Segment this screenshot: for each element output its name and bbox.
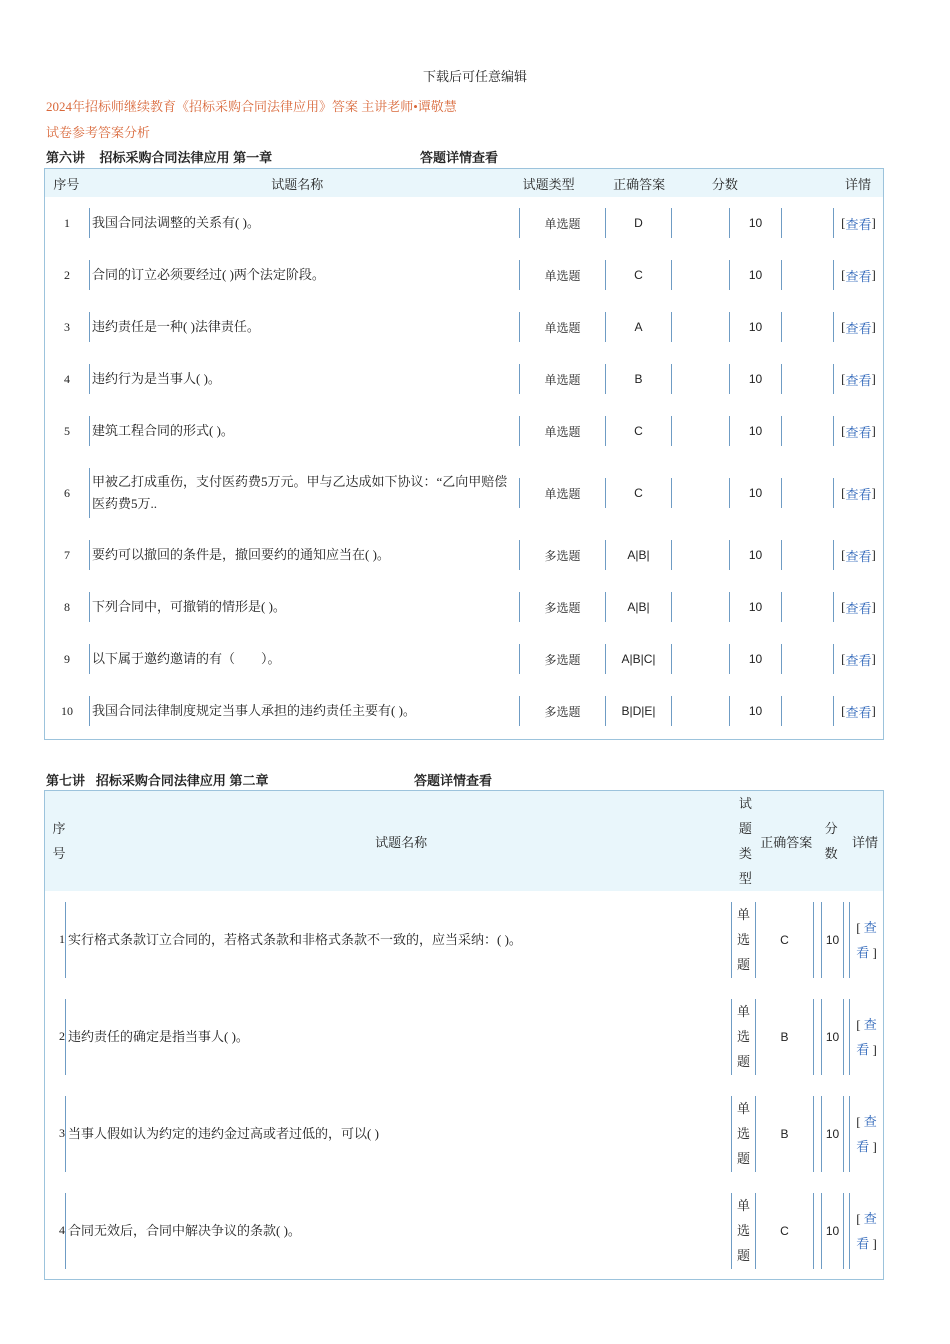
header-no: 序 号 [52,821,66,861]
bracket-open: [ [841,267,846,282]
view-link[interactable]: 查看 [845,704,872,720]
correct-answer: C [755,1193,813,1269]
detail-cell [833,540,883,570]
bracket-close: ] [869,1041,877,1057]
type-char: 单 [736,907,750,922]
detail-line [856,1037,877,1062]
view-link[interactable]: 查看 [845,486,872,502]
question-name: 合同的订立必须要经过( )两个法定阶段。 [89,260,519,290]
document-subtitle: 试卷参考答案分析 [46,125,151,140]
document-title: 2024年招标师继续教育《招标采购合同法律应用》答案 主讲老师•谭敬慧 [46,99,457,114]
row-no: 7 [64,547,70,562]
header-name: 试题名称 [375,834,428,850]
detail-cell [833,312,883,342]
score-spacer [781,540,833,570]
answer-spacer [671,208,729,238]
correct-answer: B|D|E| [605,696,671,726]
answer-spacer [671,478,729,508]
score-spacer [781,478,833,508]
section2-name: 招标采购合同法律应用 第二章 [95,773,269,788]
question-name: 我国合同法调整的关系有( )。 [89,208,519,238]
question-type: 单选题 [519,364,605,394]
section1-rows [45,197,883,737]
section2-rows [45,891,883,1279]
header-score: 分数 [711,176,738,192]
bracket-open: [ [841,423,846,438]
section1-lecture: 第六讲 [46,150,86,165]
detail-cell [833,364,883,394]
bracket-close: ] [869,944,877,960]
answer-spacer [813,1193,821,1269]
table-row [45,529,883,581]
score: 10 [821,902,843,978]
bracket-close: ] [871,599,876,614]
bracket-open: [ [841,371,846,386]
question-type [731,1096,755,1172]
question-type: 单选题 [519,416,605,446]
table-row [45,1085,883,1182]
bracket-close: ] [871,319,876,334]
detail-cell [833,416,883,446]
answer-spacer [671,416,729,446]
correct-answer: C [755,902,813,978]
type-char: 题 [736,957,750,972]
table-row [45,1182,883,1279]
view-link[interactable]: 查 [863,919,877,935]
type-char: 选 [736,1126,750,1141]
question-name: 实行格式条款订立合同的，若格式条款和非格式条款不一致的，应当采纳：( )。 [65,902,731,978]
section2-lecture: 第七讲 [46,773,86,788]
bracket-close: ] [871,371,876,386]
question-type: 多选题 [519,540,605,570]
score-spacer [781,416,833,446]
bracket-open: [ [841,703,846,718]
view-link[interactable]: 查看 [845,268,872,284]
row-no: 4 [59,1223,65,1237]
detail-line [856,915,877,940]
question-name: 合同无效后，合同中解决争议的条款( )。 [65,1193,731,1269]
header-type: 试 题 类 型 [738,796,752,886]
detail-cell [833,478,883,508]
question-name: 违约责任的确定是指当事人( )。 [65,999,731,1075]
view-link[interactable]: 看 [856,1041,870,1057]
score-spacer [781,696,833,726]
score: 10 [729,416,781,446]
view-link[interactable]: 看 [856,1138,870,1154]
row-no: 5 [64,423,70,438]
header-answer: 正确答案 [760,834,813,850]
question-name: 以下属于邀约邀请的有（ ）。 [89,644,519,674]
question-type: 单选题 [519,260,605,290]
correct-answer: B [755,1096,813,1172]
table-row [45,457,883,529]
score: 10 [729,364,781,394]
correct-answer: C [605,416,671,446]
bracket-open: [ [841,319,846,334]
row-no: 2 [59,1029,65,1043]
row-no: 8 [64,599,70,614]
bracket-open: [ [856,1113,864,1129]
view-link[interactable]: 查看 [845,320,872,336]
question-name: 违约责任是一种( )法律责任。 [89,312,519,342]
question-name: 当事人假如认为约定的违约金过高或者过低的，可以( ) [65,1096,731,1172]
table-header [45,791,883,891]
view-link[interactable]: 查看 [845,548,872,564]
bracket-open: [ [856,1016,864,1032]
top-note: 下载后可任意编辑 [422,69,527,84]
question-type: 单选题 [519,312,605,342]
correct-answer: A|B|C| [605,644,671,674]
correct-answer: B [605,364,671,394]
detail-cell [833,696,883,726]
row-no: 1 [64,215,70,230]
view-link[interactable]: 看 [856,1235,870,1251]
correct-answer: C [605,260,671,290]
detail-line [856,1134,877,1159]
detail-cell [833,208,883,238]
type-char: 单 [736,1198,750,1213]
correct-answer: A [605,312,671,342]
question-type: 多选题 [519,644,605,674]
detail-cell [833,644,883,674]
row-no: 9 [64,651,70,666]
header-detail: 详情 [844,176,871,192]
header-name: 试题名称 [271,176,324,192]
score: 10 [821,1096,843,1172]
section2-detail-label: 答题详情查看 [414,773,493,788]
question-type [731,1193,755,1269]
view-link[interactable]: 查看 [845,600,872,616]
type-char: 选 [736,1223,750,1238]
header-score: 分 数 [824,821,838,861]
question-type: 多选题 [519,592,605,622]
bracket-close: ] [869,1235,877,1251]
type-char: 题 [736,1151,750,1166]
bracket-close: ] [869,1138,877,1154]
table-row [45,633,883,685]
score-spacer [781,312,833,342]
question-type [731,902,755,978]
detail-line [856,940,877,965]
bracket-close: ] [871,215,876,230]
header-answer: 正确答案 [613,176,666,192]
bracket-open: [ [856,1210,864,1226]
type-char: 单 [736,1101,750,1116]
table-header [45,169,883,197]
section1-heading [46,147,499,166]
bracket-close: ] [871,547,876,562]
row-no: 4 [64,371,70,386]
bracket-close: ] [871,703,876,718]
correct-answer: B [755,999,813,1075]
answer-spacer [671,312,729,342]
bracket-open: [ [841,215,846,230]
table-row [45,891,883,988]
question-type [731,999,755,1075]
question-name: 要约可以撤回的条件是，撤回要约的通知应当在( )。 [89,540,519,570]
bracket-open: [ [841,599,846,614]
view-link[interactable]: 查看 [845,216,872,232]
section1-detail-label: 答题详情查看 [420,150,499,165]
view-link[interactable]: 查看 [845,424,872,440]
answer-spacer [671,696,729,726]
score: 10 [821,1193,843,1269]
score-spacer [781,592,833,622]
score: 10 [729,260,781,290]
detail-line [856,1012,877,1037]
row-no: 10 [61,703,73,718]
bracket-close: ] [871,267,876,282]
header-detail: 详情 [852,834,879,850]
detail-cell [849,902,883,978]
answer-spacer [813,902,821,978]
question-name: 甲被乙打成重伤，支付医药费5万元。甲与乙达成如下协议：“乙向甲赔偿医药费5万.. [89,468,519,518]
table-row [45,581,883,633]
score-spacer [781,208,833,238]
correct-answer: C [605,478,671,508]
table-row [45,685,883,737]
bracket-close: ] [871,423,876,438]
question-name: 违约行为是当事人( )。 [89,364,519,394]
view-link[interactable]: 看 [856,944,870,960]
bracket-close: ] [871,651,876,666]
bracket-open: [ [841,651,846,666]
question-name: 下列合同中，可撤销的情形是( )。 [89,592,519,622]
answer-spacer [813,1096,821,1172]
table-row [45,405,883,457]
score-spacer [781,364,833,394]
answer-spacer [671,260,729,290]
detail-cell [849,1193,883,1269]
score: 10 [729,592,781,622]
score: 10 [729,208,781,238]
row-no: 2 [64,267,70,282]
score: 10 [729,312,781,342]
view-link[interactable]: 查 [863,1113,877,1129]
table-row [45,301,883,353]
question-type: 单选题 [519,478,605,508]
detail-line [856,1206,877,1231]
detail-cell [833,592,883,622]
header-type: 试题类型 [522,176,575,192]
question-name: 建筑工程合同的形式( )。 [89,416,519,446]
answer-spacer [671,364,729,394]
correct-answer: D [605,208,671,238]
row-no: 1 [59,932,65,946]
table-row [45,988,883,1085]
header-no: 序号 [53,176,80,192]
answer-spacer [671,644,729,674]
row-no: 6 [64,485,70,500]
score: 10 [821,999,843,1075]
bracket-open: [ [856,919,864,935]
detail-cell [849,999,883,1075]
view-link[interactable]: 查 [863,1016,877,1032]
row-no: 3 [64,319,70,334]
section2-table [44,790,884,1280]
score: 10 [729,696,781,726]
score-spacer [781,260,833,290]
table-row [45,249,883,301]
section1-name: 招标采购合同法律应用 第一章 [99,150,273,165]
answer-spacer [671,592,729,622]
type-char: 选 [736,1029,750,1044]
question-type: 单选题 [519,208,605,238]
table-row [45,353,883,405]
detail-cell [849,1096,883,1172]
score: 10 [729,644,781,674]
section2-heading [46,770,493,789]
table-row [45,197,883,249]
view-link[interactable]: 查看 [845,372,872,388]
answer-spacer [671,540,729,570]
type-char: 选 [736,932,750,947]
question-name: 我国合同法律制度规定当事人承担的违约责任主要有( )。 [89,696,519,726]
type-char: 题 [736,1248,750,1263]
correct-answer: A|B| [605,540,671,570]
score: 10 [729,540,781,570]
score-spacer [781,644,833,674]
row-no: 3 [59,1126,65,1140]
view-link[interactable]: 查 [863,1210,877,1226]
view-link[interactable]: 查看 [845,652,872,668]
detail-line [856,1109,877,1134]
bracket-open: [ [841,485,846,500]
bracket-open: [ [841,547,846,562]
detail-line [856,1231,877,1256]
bracket-close: ] [871,485,876,500]
score: 10 [729,478,781,508]
question-type: 多选题 [519,696,605,726]
section1-table [44,168,884,740]
type-char: 单 [736,1004,750,1019]
correct-answer: A|B| [605,592,671,622]
answer-spacer [813,999,821,1075]
type-char: 题 [736,1054,750,1069]
detail-cell [833,260,883,290]
